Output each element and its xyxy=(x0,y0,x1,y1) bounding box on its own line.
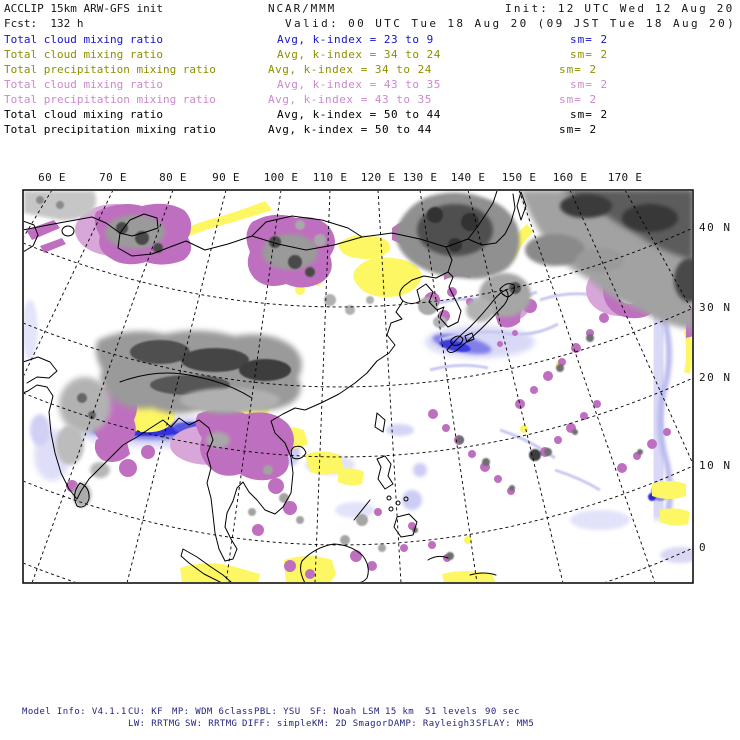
forecast-hour-label: Fcst: 132 h xyxy=(4,17,84,30)
lon-tick-label: 100 E xyxy=(263,171,299,184)
lw-scheme: LW: RRTMG xyxy=(128,719,181,729)
valid-time-label: Valid: 00 UTC Tue 18 Aug 20 (09 JST Tue 18 Aug 20) xyxy=(285,17,737,30)
org-label: NCAR/MMM xyxy=(268,2,337,15)
sw-scheme: SW: RRTMG xyxy=(185,719,238,729)
smooth-value: sm= 2 xyxy=(570,78,609,91)
kindex-value: Avg, k-index = 50 to 44 xyxy=(277,108,441,121)
field-label: Total precipitation mixing ratio xyxy=(4,63,216,76)
km-scheme: KM: 2D Smagor xyxy=(312,719,388,729)
lat-tick-label: 30 N xyxy=(699,301,732,314)
kindex-value: Avg, k-index = 50 to 44 xyxy=(268,123,432,136)
lon-tick-label: 80 E xyxy=(159,171,187,184)
kindex-value: Avg, k-index = 43 to 35 xyxy=(277,78,441,91)
field-label: Total cloud mixing ratio xyxy=(4,78,163,91)
lat-tick-label: 40 N xyxy=(699,221,732,234)
lon-tick-label: 70 E xyxy=(99,171,127,184)
sf-scheme: SF: Noah LSM xyxy=(310,707,380,717)
smooth-value: sm= 2 xyxy=(570,48,609,61)
field-label: Total cloud mixing ratio xyxy=(4,48,163,61)
diff-scheme: DIFF: simple xyxy=(242,719,312,729)
lon-tick-label: 90 E xyxy=(212,171,240,184)
pbl-scheme: PBL: YSU xyxy=(254,707,301,717)
smooth-value: sm= 2 xyxy=(559,63,598,76)
lon-tick-label: 110 E xyxy=(312,171,348,184)
lon-tick-label: 120 E xyxy=(360,171,396,184)
lon-tick-label: 60 E xyxy=(38,171,66,184)
field-label: Total cloud mixing ratio xyxy=(4,33,163,46)
smooth-value: sm= 2 xyxy=(559,123,598,136)
lat-tick-label: 20 N xyxy=(699,371,732,384)
smooth-value: sm= 2 xyxy=(559,93,598,106)
lon-tick-label: 170 E xyxy=(607,171,643,184)
smooth-value: sm= 2 xyxy=(570,108,609,121)
lon-tick-label: 160 E xyxy=(552,171,588,184)
lat-tick-label: 10 N xyxy=(699,459,732,472)
sflay-scheme: SFLAY: MM5 xyxy=(476,719,535,729)
damp-scheme: DAMP: Rayleigh3 xyxy=(388,719,476,729)
cu-scheme: CU: KF xyxy=(128,707,163,717)
kindex-value: Avg, k-index = 34 to 24 xyxy=(277,48,441,61)
kindex-value: Avg, k-index = 34 to 24 xyxy=(268,63,432,76)
init-time-label: Init: 12 UTC Wed 12 Aug 20 xyxy=(505,2,735,15)
timestep: 90 sec xyxy=(485,707,520,717)
lon-tick-label: 150 E xyxy=(501,171,537,184)
kindex-value: Avg, k-index = 43 to 35 xyxy=(268,93,432,106)
lat-tick-label: 0 xyxy=(699,541,708,554)
lon-tick-label: 130 E xyxy=(402,171,438,184)
plot-title: ACCLIP 15km ARW-GFS init xyxy=(4,2,163,15)
kindex-value: Avg, k-index = 23 to 9 xyxy=(277,33,434,46)
levels-count: 51 levels xyxy=(425,707,478,717)
mp-scheme: MP: WDM 6class xyxy=(172,707,254,717)
lon-tick-label: 140 E xyxy=(450,171,486,184)
field-label: Total cloud mixing ratio xyxy=(4,108,163,121)
field-label: Total precipitation mixing ratio xyxy=(4,123,216,136)
smooth-value: sm= 2 xyxy=(570,33,609,46)
model-version: Model Info: V4.1.1 xyxy=(22,707,127,717)
grid-spacing: 15 km xyxy=(385,707,415,717)
field-label: Total precipitation mixing ratio xyxy=(4,93,216,106)
